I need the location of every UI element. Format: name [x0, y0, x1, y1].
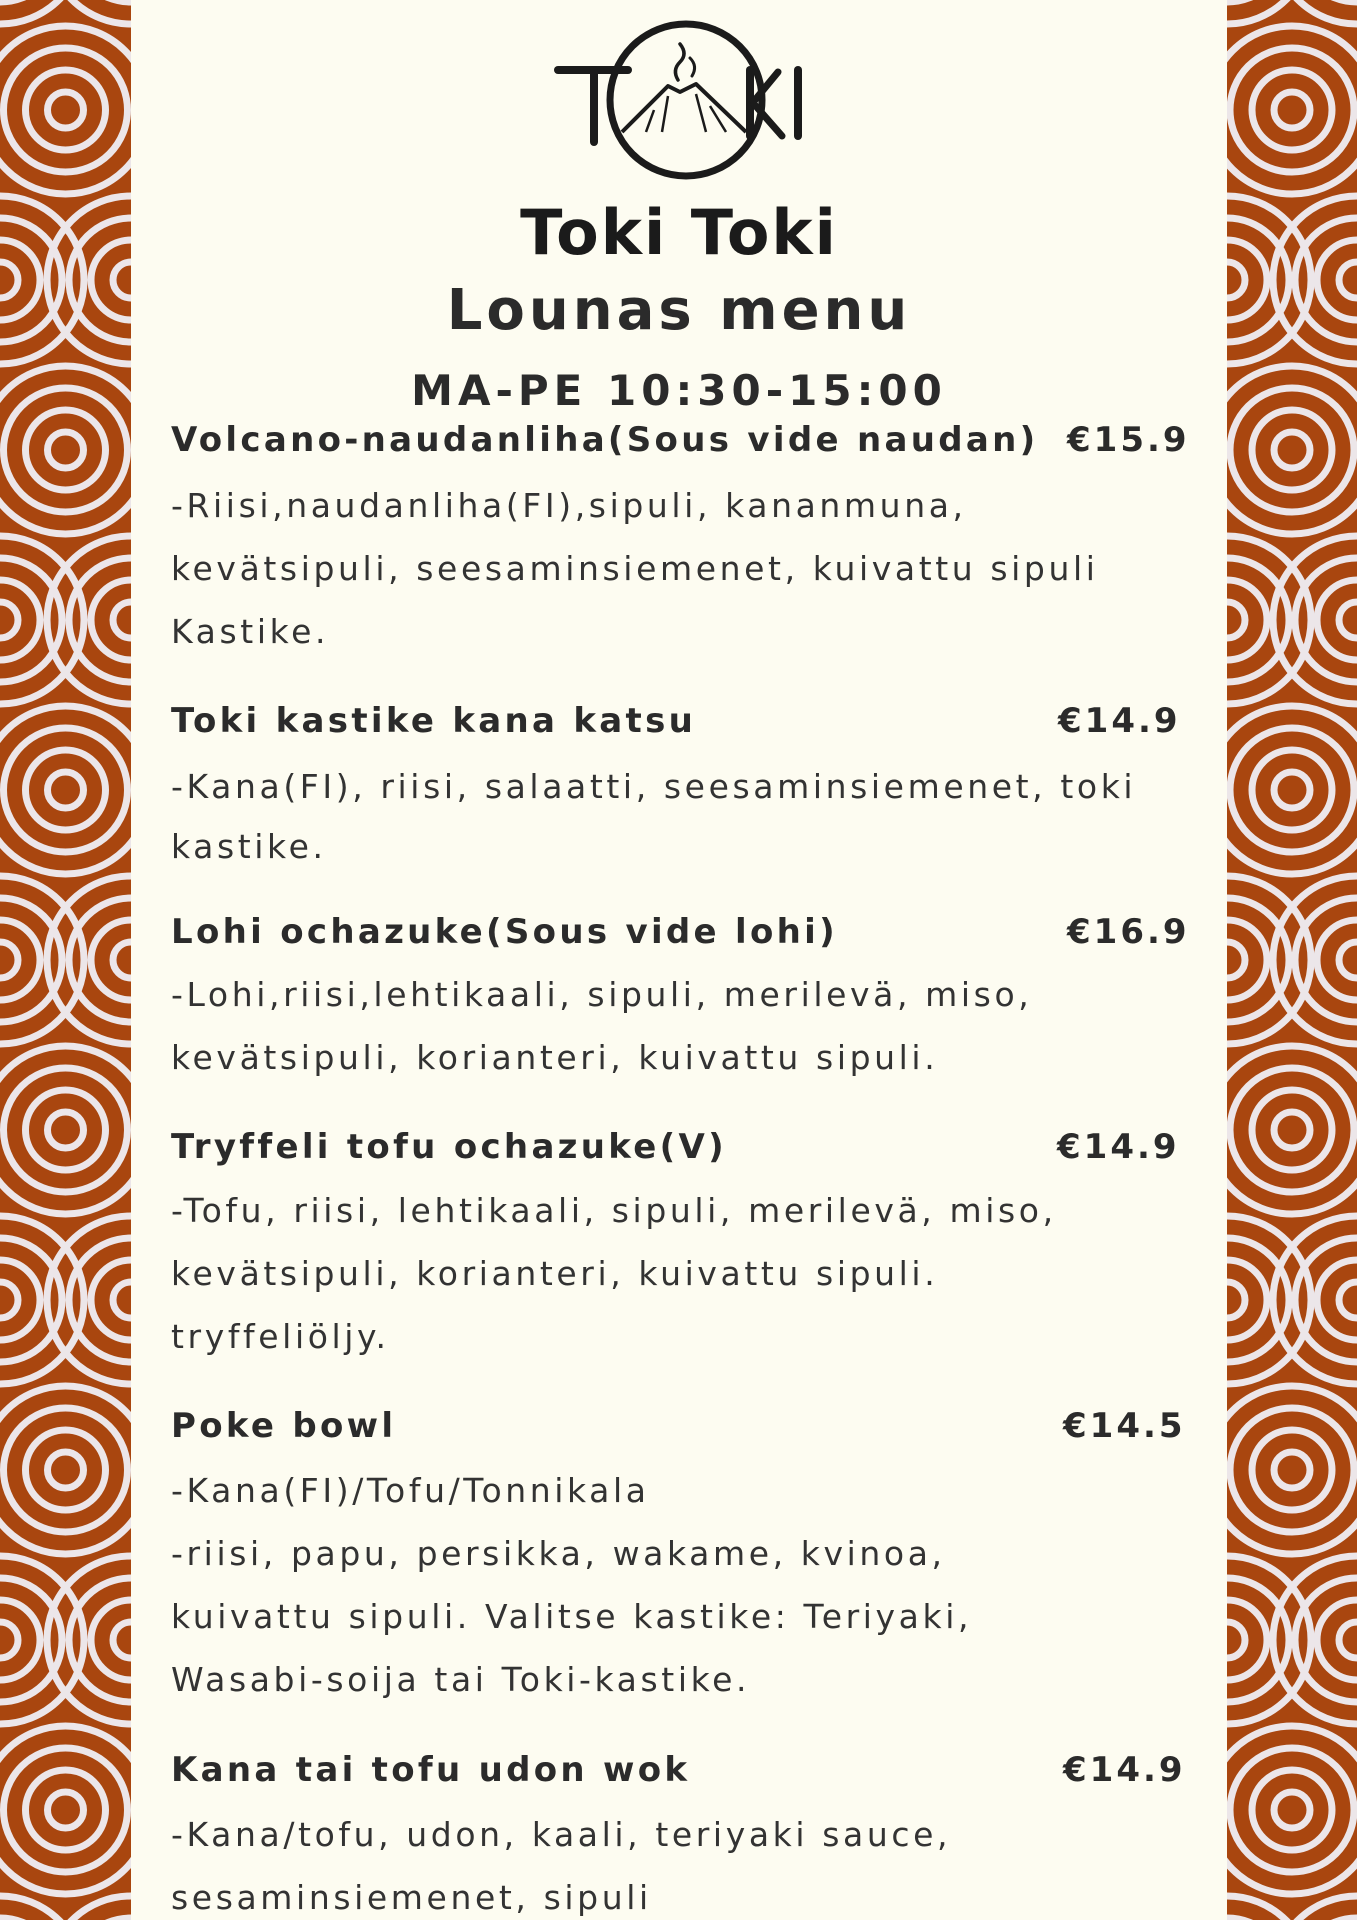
- item-desc-line: tryffeliöljy.: [171, 1317, 390, 1356]
- item-desc-line: kevätsipuli, seesaminsiemenet, kuivattu sipuli: [171, 549, 1099, 588]
- item-name-poke: Poke bowl: [171, 1406, 397, 1446]
- toki-logo: [550, 14, 820, 184]
- item-price-tryffeli: €14.9: [1057, 1127, 1180, 1167]
- item-name-udon: Kana tai tofu udon wok: [171, 1750, 691, 1790]
- opening-hours: MA-PE 10:30-15:00: [411, 366, 947, 415]
- item-name-volcano: Volcano-naudanliha(Sous vide naudan): [171, 420, 1039, 460]
- item-price-katsu: €14.9: [1058, 701, 1181, 741]
- item-name-tryffeli: Tryffeli tofu ochazuke(V): [171, 1127, 727, 1167]
- menu-title: Lounas menu: [446, 278, 912, 343]
- item-desc-line: Kastike.: [171, 612, 330, 651]
- right-wave-border: [1227, 0, 1357, 1920]
- item-name-lohi: Lohi ochazuke(Sous vide lohi): [171, 912, 838, 952]
- item-desc-line: -Tofu, riisi, lehtikaali, sipuli, merilevä, miso,: [171, 1191, 1057, 1230]
- item-desc-line: -Kana(FI)/Tofu/Tonnikala: [171, 1471, 650, 1510]
- item-desc-line: Wasabi-soija tai Toki-kastike.: [171, 1660, 751, 1699]
- item-desc-line: kevätsipuli, korianteri, kuivattu sipuli.: [171, 1254, 939, 1293]
- item-desc-line: kevätsipuli, korianteri, kuivattu sipuli.: [171, 1038, 939, 1077]
- item-price-lohi: €16.9: [1067, 912, 1190, 952]
- item-desc-line: -riisi, papu, persikka, wakame, kvinoa,: [171, 1534, 946, 1573]
- item-price-poke: €14.5: [1063, 1406, 1186, 1446]
- item-desc-line: kuivattu sipuli. Valitse kastike: Teriyaki,: [171, 1597, 973, 1636]
- brand-name: Toki Toki: [520, 196, 838, 269]
- item-desc-line: -Kana(FI), riisi, salaatti, seesaminsiemenet, toki: [171, 767, 1137, 806]
- item-price-volcano: €15.9: [1067, 420, 1190, 460]
- item-desc-line: -Riisi,naudanliha(FI),sipuli, kananmuna,: [171, 486, 967, 525]
- item-desc-line: -Lohi,riisi,lehtikaali, sipuli, merilevä, miso,: [171, 975, 1033, 1014]
- item-desc-line: kastike.: [171, 827, 327, 866]
- item-desc-line: sesaminsiemenet, sipuli: [171, 1878, 652, 1917]
- item-desc-line: -Kana/tofu, udon, kaali, teriyaki sauce,: [171, 1815, 952, 1854]
- left-wave-border: [0, 0, 131, 1920]
- item-price-udon: €14.9: [1063, 1750, 1186, 1790]
- item-name-katsu: Toki kastike kana katsu: [171, 701, 697, 741]
